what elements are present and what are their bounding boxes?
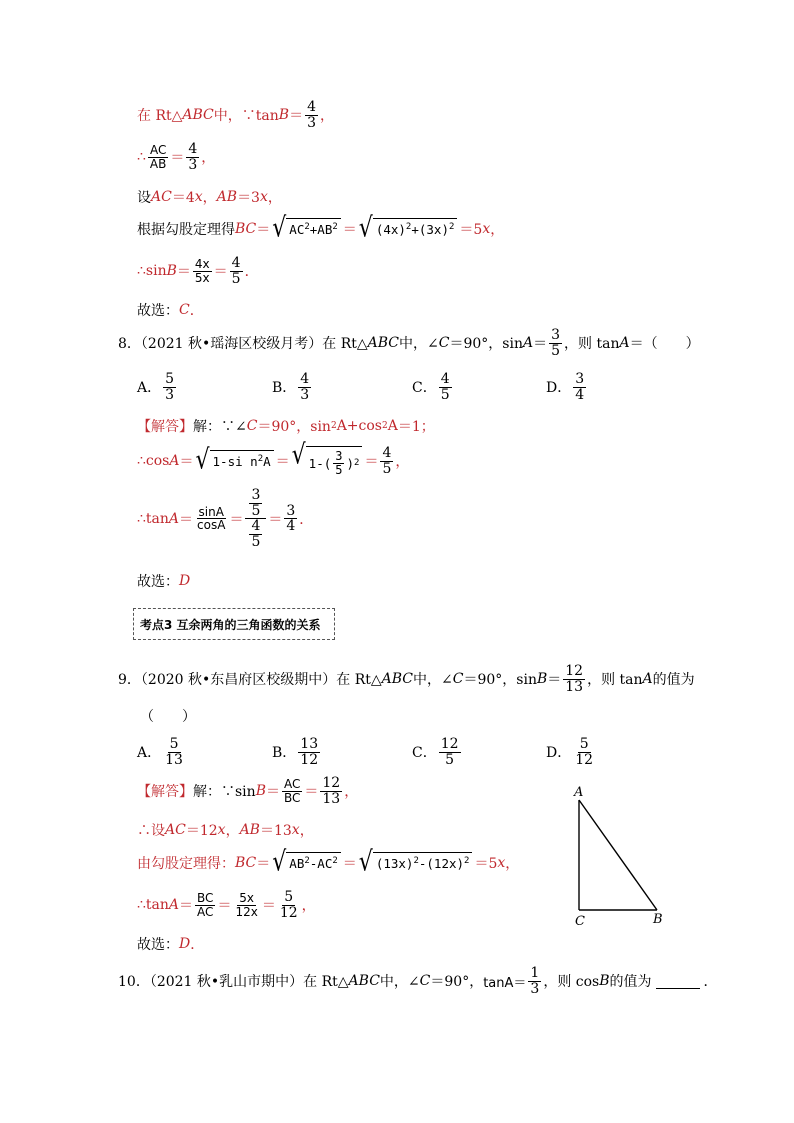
q9-stem: 9．（2020 秋•东昌府区校级期中）在 Rt△ ABC 中，∠ C ＝90°，sin B ＝ $\frac{12}{13}$ ，则 tan A 的值为: [118, 663, 695, 695]
q8-option-a[interactable]: A． $\frac{5}{3}$: [137, 371, 175, 403]
q8-stem: 8．（2021 秋•瑶海区校级月考）在 Rt△ ABC 中，∠ C ＝90°，sin A ＝ $\frac{3}{5}$ ，则 tan A ＝（ ）: [118, 327, 700, 359]
q8-answer-line: 【解答】 解：∵∠ C ＝90°，sin 2 A+cos 2 A ＝1；: [137, 418, 435, 435]
p7-line4: 根据勾股定理得 BC ＝ √ $AC^2+AB^2$ ＝ √ $(4x)^2+(3x)^2$ ＝5 x ，: [137, 212, 505, 244]
q8-option-c[interactable]: C． $\frac{4}{5}$: [412, 371, 450, 403]
p7-select: 故选： C ．: [137, 302, 204, 319]
q9-tan-line: ∴tan A ＝ $\frac{BC}{AC}$ ＝ $\frac{5x}{12x}$ ＝ $\frac{5}{12}$ ，: [137, 889, 316, 921]
answer-blank[interactable]: [656, 974, 700, 989]
q9-option-d[interactable]: D． $\frac{5}{12}$: [546, 736, 594, 768]
q8-select: 故选： D: [137, 573, 191, 590]
p7-line3: 设 AC ＝4 x ， AB ＝3 x ，: [137, 189, 282, 206]
q9-option-b[interactable]: B． $\frac{13}{12}$: [272, 736, 319, 768]
p7-line5: ∴sin B ＝ $\frac{4x}{5x}$ ＝ $\frac{4}{5}$ ．: [137, 255, 259, 287]
sqrt-1-sin2a: √ 1-si $n^2A$: [196, 450, 274, 472]
q10-stem: 10．（2021 秋•乳山市期中）在 Rt△ ABC 中，∠ C ＝90°， tanA＝ $\frac{1}{3}$ ，则 cos B 的值为 ．: [118, 965, 718, 997]
q8-option-b[interactable]: B． $\frac{4}{3}$: [272, 371, 310, 403]
q9-option-a[interactable]: A． $\frac{5}{13}$: [137, 736, 183, 768]
q8-tan-line: ∴tan A ＝ $\frac{\sin A}{\cos A}$ ＝ $\frac{\frac{3}{5}}{\frac{4}{5}}$ ＝ $\frac{3}{4}$ ．: [137, 487, 314, 551]
p7-line2: ∴ $\frac{AC}{AB}$ ＝ $\frac{4}{3}$ ，: [137, 141, 216, 173]
sqrt-13x-12x: √ $(13x)^2-(12x)^2$: [359, 852, 473, 874]
vertex-a-label: A: [574, 785, 584, 800]
q8-option-d[interactable]: D． $\frac{3}{4}$: [546, 371, 585, 403]
vertex-c-label: C: [575, 914, 585, 929]
sqrt-4x-3x: √ $(4x)^2+(3x)^2$: [359, 218, 458, 240]
sqrt-ac-ab: √ $AC^2+AB^2$: [272, 218, 341, 240]
q9-answer-line: 【解答】 解：∵sin B ＝ $\frac{AC}{BC}$ ＝ $\frac{12}{13}$ ，: [137, 775, 359, 807]
q9-answer-paren: （ ）: [140, 709, 196, 725]
q9-select: 故选： D ．: [137, 936, 205, 953]
sqrt-ab-ac: √ $AB^2-AC^2$: [272, 852, 341, 874]
vertex-b-label: B: [653, 912, 663, 927]
sqrt-1-35sq: √ 1-( $\frac{3}{5}$ ) 2: [292, 446, 363, 476]
side-ab: [579, 800, 657, 910]
section-badge: 考点3 互余两角的三角函数的关系: [133, 608, 335, 640]
q9-set-line: ∴设 AC ＝12 x ， AB ＝13 x ，: [137, 822, 314, 839]
compound-fraction: $\frac{\frac{3}{5}}{\frac{4}{5}}$: [245, 488, 266, 550]
triangle-figure: [568, 782, 668, 932]
q9-option-c[interactable]: C． $\frac{12}{5}$: [412, 736, 459, 768]
q9-pythag-line: 由勾股定理得： BC ＝ √ $AB^2-AC^2$ ＝ √ $(13x)^2-(12x)^2$ ＝5 x ，: [137, 846, 520, 878]
q8-cos-line: ∴cos A ＝ √ 1-si $n^2A$ ＝ √ 1-( $\frac{3}{5}$ ) 2 ＝ $\frac{4}{5}$ ，: [137, 439, 410, 477]
p7-line1: 在 Rt△ ABC 中，∵tan B ＝ $\frac{4}{3}$ ，: [137, 99, 334, 131]
